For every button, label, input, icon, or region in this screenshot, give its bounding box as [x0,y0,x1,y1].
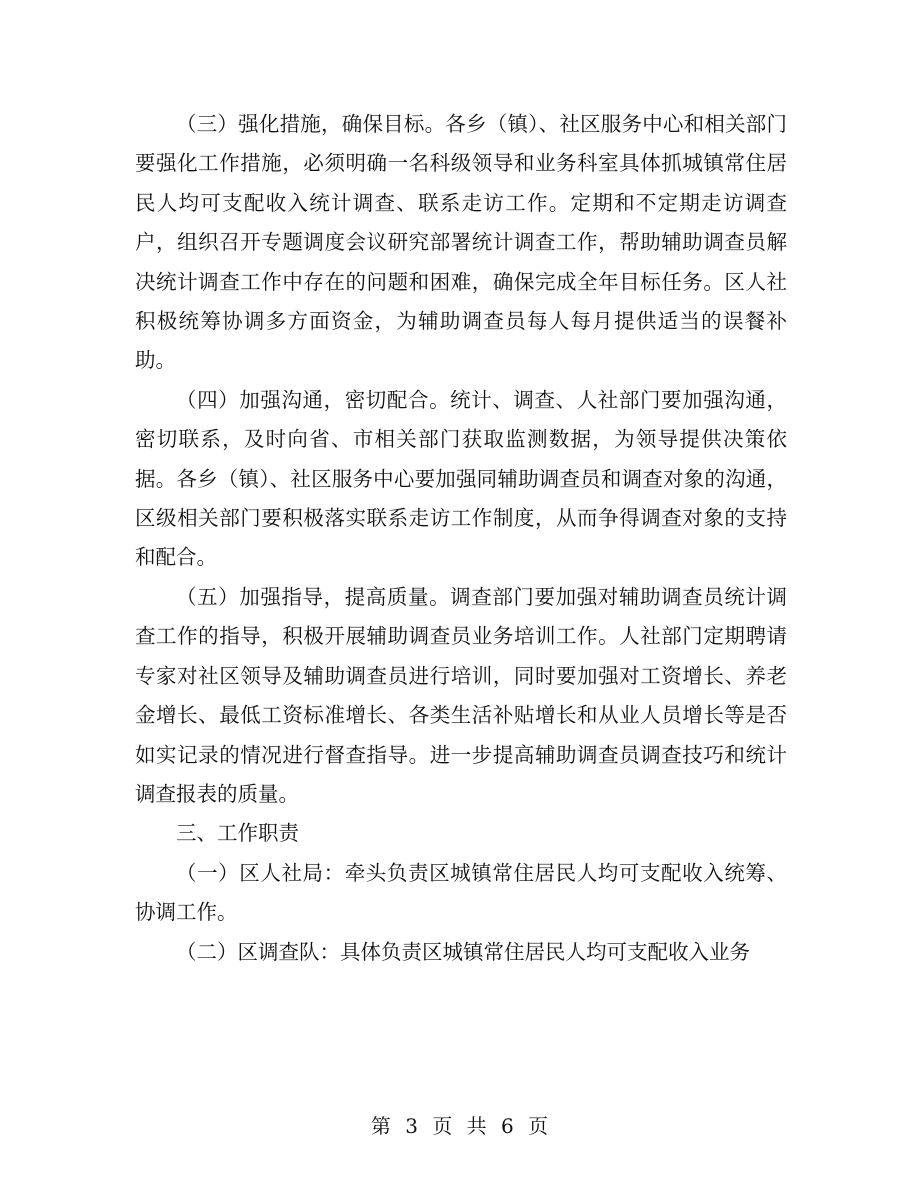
section-heading-responsibilities: 三、工作职责 [176,821,299,846]
page-number-footer: 第 3 页 共 6 页 [370,1114,550,1138]
paragraph-measure-5: （五）加强指导，提高质量。调查部门要加强对辅助调查员统计调查工作的指导，积极开展辅助调查员业务培训工作。人社部门定期聘请专家对社区领导及辅助调查员进行培训，同时要加强对工资增长、养老金增长、最低工资标准增长、各类生活补贴增长和从业人员增长等是否如实记录的情况进行督查指导。进一步提高辅助调查员调查技巧和统计调查报表的质量。 [135,584,787,806]
document-body [135,105,787,972]
paragraph-measure-4: （四）加强沟通，密切配合。统计、调查、人社部门要加强沟通，密切联系，及时向省、市相关部门获取监测数据，为领导提供决策依据。各乡（镇）、社区服务中心要加强同辅助调查员和调查对象的沟通，区级相关部门要积极落实联系走访工作制度，从而争得调查对象的支持和配合。 [135,387,787,570]
paragraph-duty-1: （一）区人社局：牵头负责区城镇常住居民人均可支配收入统筹、协调工作。 [135,860,787,925]
paragraph-duty-2: （二）区调查队：具体负责区城镇常住居民人均可支配收入业务 [176,939,750,964]
paragraph-measure-3: （三）强化措施，确保目标。各乡（镇）、社区服务中心和相关部门要强化工作措施，必须明确一名科级领导和业务科室具体抓城镇常住居民人均可支配收入统计调查、联系走访工作。定期和不定期走访调查户，组织召开专题调度会议研究部署统计调查工作，帮助辅助调查员解决统计调查工作中存在的问题和困难，确保完成全年目标任务。区人社积极统筹协调多方面资金，为辅助调查员每人每月提供适当的误餐补助。 [135,112,787,373]
